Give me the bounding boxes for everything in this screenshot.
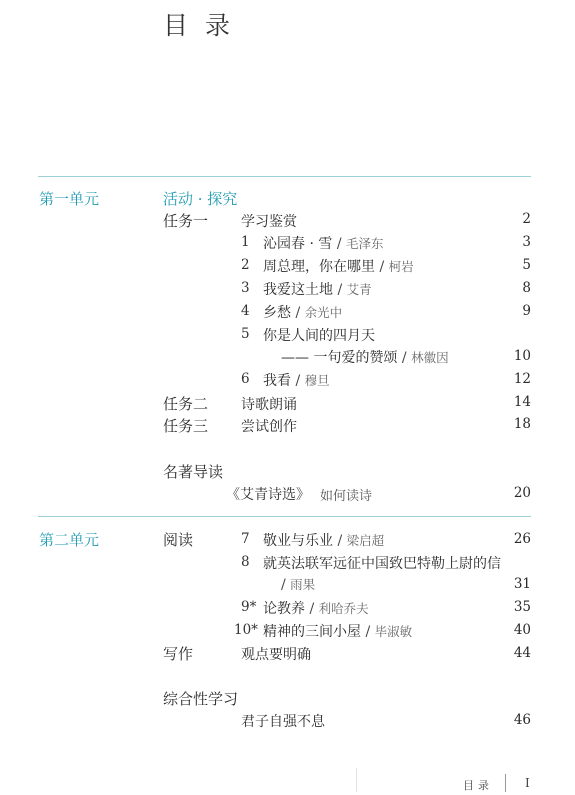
lesson-author: 毛泽东 xyxy=(345,236,384,251)
reading-guide-method: 如何读诗 xyxy=(320,489,373,504)
divider-top xyxy=(38,176,531,177)
activity-heading[interactable]: 活动 · 探究 xyxy=(163,190,238,208)
lesson-page: 10 xyxy=(513,348,531,364)
lesson-number: 4 xyxy=(241,303,250,319)
lesson-author-line: / 雨果 xyxy=(281,577,316,593)
lesson-page: 12 xyxy=(513,371,531,387)
lesson-author: 利哈乔夫 xyxy=(318,601,369,616)
lesson-number: 5 xyxy=(241,326,250,342)
lesson-title: 你是人间的四月天 xyxy=(263,328,375,344)
lesson-title: 沁园春 · 雪 / 毛泽东 xyxy=(263,236,384,252)
lesson-number: 7 xyxy=(241,531,250,547)
lesson-title: 敬业与乐业 / 梁启超 xyxy=(263,533,385,549)
task2-label: 任务二 xyxy=(163,395,209,413)
lesson-author: 柯岩 xyxy=(388,259,414,274)
lesson-page: 40 xyxy=(513,622,531,638)
lesson-page: 31 xyxy=(513,576,531,592)
lesson-author: 艾青 xyxy=(346,282,372,297)
footer-page-number: I xyxy=(525,776,530,790)
lesson-title: 乡愁 / 余光中 xyxy=(263,305,343,321)
writing-label: 写作 xyxy=(163,645,194,663)
unit-1-label: 第一单元 xyxy=(39,190,100,208)
lesson-number: 10* xyxy=(234,622,258,638)
footer-divider xyxy=(505,774,506,792)
footer-label: 目录 xyxy=(463,779,493,792)
lesson-title: 精神的三间小屋 / 毕淑敏 xyxy=(263,624,413,640)
lesson-number: 1 xyxy=(241,234,250,250)
task2-title: 诗歌朗诵 xyxy=(241,397,297,413)
lesson-number: 8 xyxy=(241,554,250,570)
lesson-number: 2 xyxy=(241,257,250,273)
task3-page: 18 xyxy=(513,416,531,432)
lesson-page: 35 xyxy=(513,599,531,615)
comprehensive-page: 46 xyxy=(513,712,531,728)
lesson-number: 6 xyxy=(241,371,250,387)
lesson-page: 9 xyxy=(522,303,531,319)
writing-title: 观点要明确 xyxy=(241,647,311,663)
task2-page: 14 xyxy=(513,394,531,410)
lesson-author: 穆旦 xyxy=(304,373,330,388)
lesson-title: 论教养 / 利哈乔夫 xyxy=(263,601,369,617)
page-title: 目录 xyxy=(163,11,248,40)
divider-unit xyxy=(38,516,531,517)
lesson-author: 梁启超 xyxy=(346,533,385,548)
task1-label: 任务一 xyxy=(163,212,209,230)
task1-page: 2 xyxy=(522,211,531,227)
task1-title: 学习鉴赏 xyxy=(241,214,297,230)
lesson-number: 9* xyxy=(241,599,257,615)
lesson-author: 毕淑敏 xyxy=(374,624,413,639)
reading-guide-page: 20 xyxy=(513,485,531,501)
comprehensive-heading: 综合性学习 xyxy=(163,690,239,708)
task3-title: 尝试创作 xyxy=(241,419,297,435)
lesson-author: 林徽因 xyxy=(411,350,449,365)
lesson-title: 我爱这土地 / 艾青 xyxy=(263,282,372,298)
lesson-page: 26 xyxy=(513,531,531,547)
lesson-subtitle: —— 一句爱的赞颂 / 林徽因 xyxy=(281,350,449,366)
lesson-title: 周总理，你在哪里 / 柯岩 xyxy=(263,259,414,275)
lesson-author: 雨果 xyxy=(290,577,316,592)
footer-faint-line xyxy=(356,768,357,792)
lesson-title: 就英法联军远征中国致巴特勒上尉的信 xyxy=(263,556,501,572)
reading-label: 阅读 xyxy=(163,531,194,549)
lesson-number: 3 xyxy=(241,280,250,296)
unit-2-label: 第二单元 xyxy=(39,531,100,549)
writing-page: 44 xyxy=(513,645,531,661)
comprehensive-title: 君子自强不息 xyxy=(241,714,325,730)
lesson-page: 3 xyxy=(522,234,531,250)
lesson-page: 8 xyxy=(522,280,531,296)
reading-guide-heading: 名著导读 xyxy=(163,463,224,481)
lesson-author: 余光中 xyxy=(304,305,343,320)
reading-guide-book: 《艾青诗选》 xyxy=(226,487,310,503)
lesson-page: 5 xyxy=(522,257,531,273)
task3-label: 任务三 xyxy=(163,417,209,435)
lesson-title: 我看 / 穆旦 xyxy=(263,373,330,389)
